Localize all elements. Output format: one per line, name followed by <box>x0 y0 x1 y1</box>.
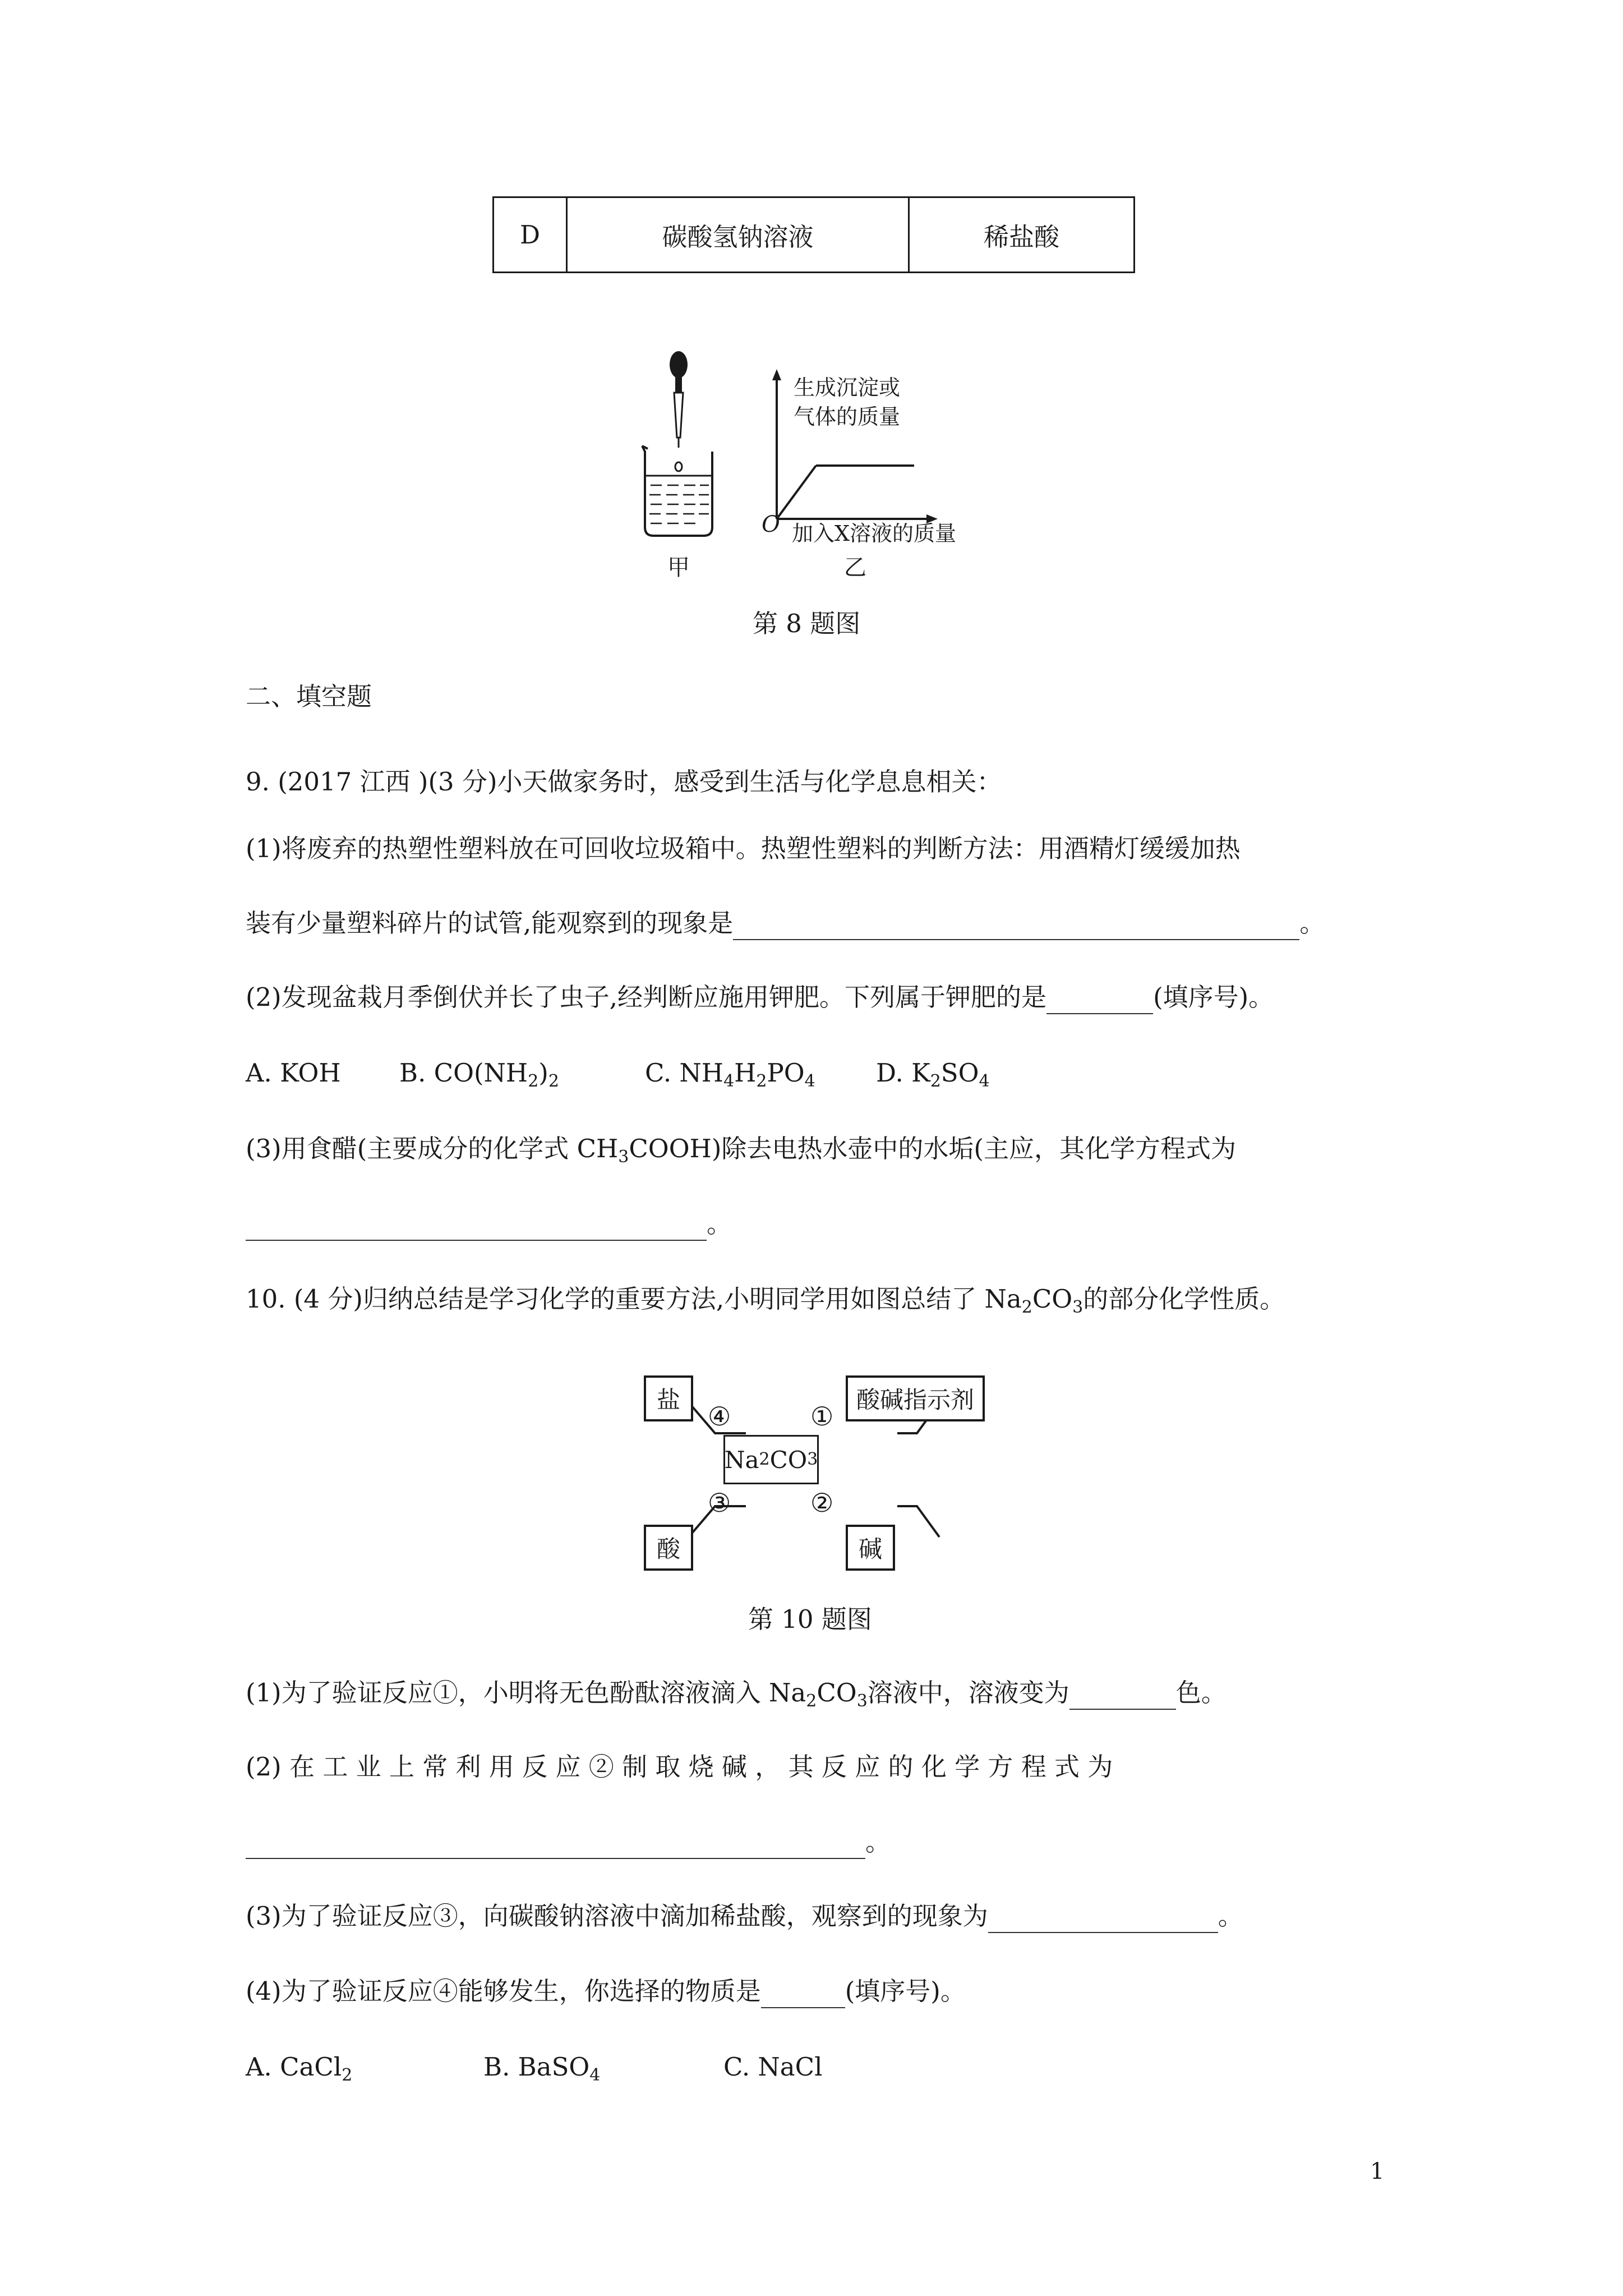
table-cell-acid: 稀盐酸 <box>909 197 1135 273</box>
q9-p3-answer-line: 。 <box>246 1207 732 1241</box>
q10-p2-answer-line: 。 <box>246 1825 891 1859</box>
na2co3-center-box: Na 2 CO 3 <box>723 1435 819 1484</box>
q10-p1: (1)为了验证反应①，小明将无色酚酞溶液滴入 $Na_2CO_3$溶液中，溶液变为 色。 <box>246 1678 1227 1711</box>
fig8-label-yi: 乙 <box>844 555 866 581</box>
fig8-y-axis-label-2: 气体的质量 <box>794 404 901 429</box>
reaction-1-label: ① <box>810 1401 834 1432</box>
q10-p2-answer-blank[interactable] <box>246 1833 865 1859</box>
fig8-caption: 第 8 题图 <box>753 609 861 638</box>
q9-p1-text: 装有少量塑料碎片的试管,能观察到的现象是 <box>246 908 734 938</box>
q10-option-c[interactable]: C. NaCl <box>723 2052 823 2082</box>
q10-p4: (4)为了验证反应④能够发生，你选择的物质是 (填序号)。 <box>246 1975 966 2008</box>
indicator-box: 酸碱指示剂 <box>846 1375 985 1421</box>
fig8-label-jia: 甲 <box>667 555 690 581</box>
q9-p2 <box>246 981 1274 1014</box>
q9-p3: (3)用食醋(主要成分的化学式 $CH_3COOH$)除去电热水壶中的水垢(主应，其化学方程式为 <box>246 1134 1236 1167</box>
q9-option-a[interactable]: A. KOH <box>246 1058 341 1088</box>
reagent-table <box>492 196 1135 273</box>
q9-p2-tail: (填序号)。 <box>1153 982 1274 1012</box>
reaction-4-label: ④ <box>708 1401 731 1432</box>
q10-option-a[interactable]: A. CaCl$_2$ <box>246 2052 353 2085</box>
fig8-y-axis-label-1: 生成沉淀或 <box>794 375 901 400</box>
q9-stem: 9. (2017 江西 )(3 分)小天做家务时，感受到生活与化学息息相关： <box>246 767 1002 797</box>
q9-p2-answer-blank[interactable] <box>1046 988 1153 1014</box>
q10-p3: (3)为了验证反应③，向碳酸钠溶液中滴加稀盐酸，观察到的现象为 。 <box>246 1899 1243 1933</box>
q9-option-b[interactable]: B. $CO(NH_2)_2$ <box>399 1058 559 1091</box>
reaction-3-label: ③ <box>708 1488 731 1518</box>
q10-stem: 10. (4 分)归纳总结是学习化学的重要方法,小明同学用如图总结了 $Na_2CO_3$的部分化学性质。 <box>246 1284 1285 1317</box>
q9-option-d[interactable]: D. $K_2SO_4$ <box>876 1058 990 1091</box>
fig8-x-axis-label: 加入X溶液的质量 <box>792 521 957 546</box>
acid-box: 酸 <box>644 1525 693 1571</box>
q10-p1-answer-blank[interactable] <box>1069 1684 1176 1710</box>
base-box: 碱 <box>846 1525 895 1571</box>
fig8-origin: O <box>762 512 780 537</box>
q10-p3-answer-blank[interactable] <box>988 1907 1218 1933</box>
page-number: 1 <box>1370 2159 1385 2184</box>
q9-p3-answer-blank[interactable] <box>246 1215 707 1241</box>
fig10-caption: 第 10 题图 <box>748 1604 872 1634</box>
reaction-2-label: ② <box>810 1488 834 1518</box>
q10-p4-answer-blank[interactable] <box>761 1982 845 2008</box>
section-heading: 二、填空题 <box>246 682 372 711</box>
q9-option-c[interactable]: C. $NH_4H_2PO_4$ <box>645 1058 815 1091</box>
beaker-icon <box>642 446 712 536</box>
q10-option-b[interactable]: B. BaSO$_4$ <box>483 2052 601 2085</box>
salt-box: 盐 <box>644 1375 693 1421</box>
q10-p2-line1: (2) 在 工 业 上 常 利 用 反 应 ② 制 取 烧 碱 ， 其 反 应 的 化 学 方 程 式 为 <box>246 1752 1113 1782</box>
table-row <box>494 197 1135 273</box>
table-cell-label: D <box>494 197 567 273</box>
table-cell-solution: 碳酸氢钠溶液 <box>567 197 909 273</box>
dropper-icon <box>670 351 688 448</box>
q9-p1-line2: 装有少量塑料碎片的试管,能观察到的现象是 。 <box>246 907 1325 940</box>
q9-p1-answer-blank[interactable] <box>733 914 1299 940</box>
q9-p2-text: (2)发现盆栽月季倒伏并长了虫子,经判断应施用钾肥。下列属于钾肥的是 <box>246 982 1047 1012</box>
q9-p1-line1: (1)将废弃的热塑性塑料放在可回收垃圾箱中。热塑性塑料的判断方法：用酒精灯缓缓加热 <box>246 834 1241 863</box>
